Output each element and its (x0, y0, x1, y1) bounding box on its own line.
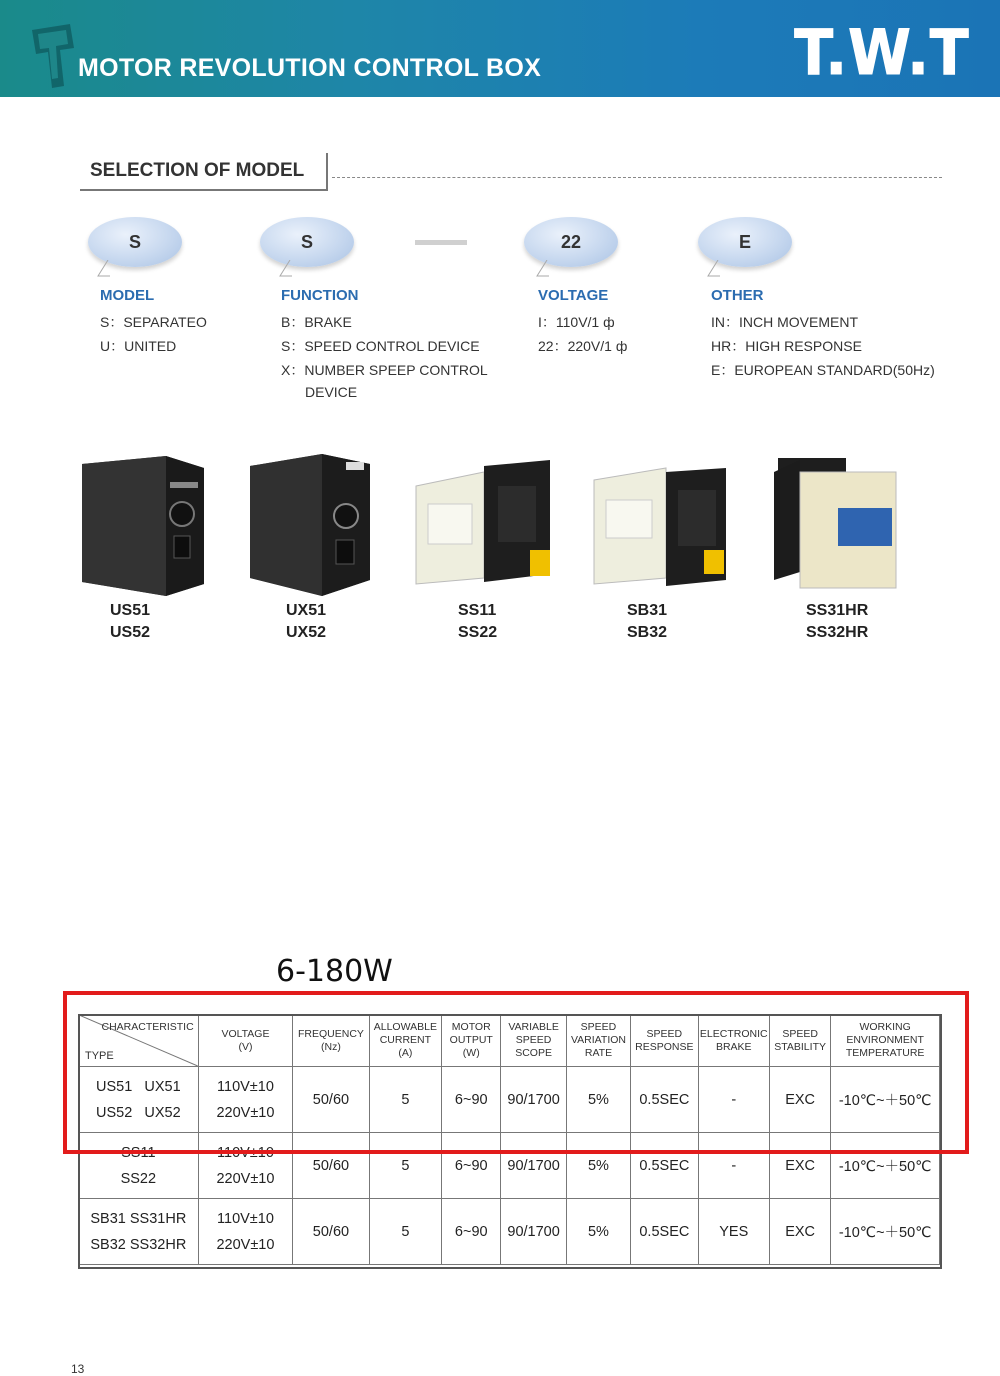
page-title: MOTOR REVOLUTION CONTROL BOX (78, 54, 542, 82)
header-line: SPEED (580, 1021, 617, 1033)
cell-frequency: 50/60 (293, 1133, 369, 1199)
type-line: US51 UX51 (96, 1078, 181, 1095)
function-option-continued: DEVICE (305, 384, 358, 400)
voltage-line: 220V±10 (216, 1236, 275, 1253)
other-column-title: OTHER (711, 287, 764, 304)
cell-output: 6~90 (442, 1133, 501, 1199)
product-image-ux51 (246, 452, 374, 598)
cell-voltage (198, 1067, 293, 1133)
header-line: RESPONSE (635, 1040, 694, 1053)
spec-table (78, 1014, 940, 1265)
product-image-sb31 (592, 460, 730, 598)
bubble-pointer-icon (96, 260, 112, 282)
cell-current: 5 (369, 1199, 441, 1265)
product-model-line: SS22 (458, 624, 498, 641)
cell-scope: 90/1700 (501, 1133, 566, 1199)
product-model-line: US51 (110, 602, 151, 619)
header-line: SCOPE (515, 1047, 552, 1059)
table-row (79, 1067, 940, 1133)
header-line: SPEED (646, 1027, 683, 1040)
cell-variation: 5% (566, 1067, 630, 1133)
col-header-temperature (831, 1015, 940, 1067)
header-line: CURRENT (379, 1034, 432, 1046)
header-line: MOTOR (451, 1021, 491, 1033)
code-bubble-other: E (698, 217, 792, 267)
col-header-variation (566, 1015, 630, 1067)
section-header (80, 153, 328, 191)
cell-stability: EXC (769, 1199, 830, 1265)
product-model-label (286, 600, 326, 644)
header-line: FREQUENCY (297, 1027, 364, 1040)
product-model-line: SS31HR (806, 602, 869, 619)
code-bubble-model: S (88, 217, 182, 267)
header-line: (Nz) (321, 1040, 341, 1053)
cell-scope: 90/1700 (501, 1199, 566, 1265)
header-line: OUTPUT (449, 1034, 493, 1046)
header-line: (V) (238, 1040, 253, 1053)
header-line: ALLOWABLE (373, 1021, 437, 1033)
function-option: B：BRAKE (281, 314, 352, 330)
page-number: 13 (71, 1362, 85, 1376)
col-header-output (442, 1015, 501, 1067)
cell-type (79, 1199, 199, 1265)
bubble-pointer-icon (706, 260, 722, 282)
voltage-line: 220V±10 (216, 1170, 275, 1187)
col-header-current (369, 1015, 441, 1067)
cell-response: 0.5SEC (631, 1199, 698, 1265)
voltage-line: 110V±10 (217, 1078, 274, 1095)
header-line: ELECTRONIC (699, 1027, 768, 1040)
product-image-ss31hr (772, 458, 902, 598)
cell-type (79, 1067, 199, 1133)
cell-frequency: 50/60 (293, 1199, 369, 1265)
other-option: E：EUROPEAN STANDARD(50Hz) (711, 362, 935, 378)
cell-stability: EXC (769, 1067, 830, 1133)
product-model-line: SS11 (458, 602, 497, 619)
product-model-line: US52 (110, 624, 151, 641)
voltage-line: 220V±10 (216, 1104, 275, 1121)
product-image-ss11 (414, 458, 554, 598)
corner-characteristic-label: CHARACTERISTIC (101, 1021, 194, 1033)
header-line: VOLTAGE (221, 1027, 270, 1040)
header-line: BRAKE (715, 1040, 752, 1053)
function-column-title: FUNCTION (281, 287, 359, 304)
header-line: RATE (584, 1047, 613, 1059)
col-header-frequency (293, 1015, 369, 1067)
cell-temperature: -10℃~＋50℃ (831, 1133, 940, 1199)
product-model-line: SB32 (627, 624, 668, 641)
header-line: STABILITY (774, 1040, 826, 1053)
cell-brake: YES (698, 1199, 769, 1265)
header-line: SPEED (782, 1027, 818, 1040)
brand-logo: T.W.T (794, 16, 970, 89)
bubble-pointer-icon (535, 260, 551, 282)
voltage-option: 22：220V/1 ф (538, 338, 628, 354)
product-model-line: UX51 (286, 602, 327, 619)
model-option: U：UNITED (100, 338, 177, 354)
model-option: S：SEPARATEO (100, 314, 207, 330)
cell-temperature: -10℃~＋50℃ (831, 1199, 940, 1265)
col-header-brake (698, 1015, 769, 1067)
corner-type-label: TYPE (85, 1050, 114, 1062)
type-line: US52 UX52 (96, 1104, 181, 1121)
table-corner-cell (79, 1015, 199, 1067)
cell-scope: 90/1700 (501, 1067, 566, 1133)
section-divider (332, 177, 942, 178)
voltage-line: 110V±10 (217, 1144, 274, 1161)
cell-output: 6~90 (442, 1067, 501, 1133)
product-model-label (806, 600, 868, 644)
cell-response: 0.5SEC (631, 1133, 698, 1199)
header-line: SPEED (515, 1034, 552, 1046)
header-line: VARIATION (570, 1034, 626, 1046)
header-line: (W) (462, 1047, 480, 1059)
type-line: SS11 (121, 1144, 156, 1161)
product-model-label (458, 600, 497, 644)
col-header-scope (501, 1015, 566, 1067)
product-model-label (627, 600, 667, 644)
product-model-label (110, 600, 150, 644)
table-header-row (79, 1015, 940, 1067)
cell-type (79, 1133, 199, 1199)
table-row (79, 1133, 940, 1199)
product-model-line: SS32HR (806, 624, 869, 641)
model-column-title: MODEL (100, 287, 155, 304)
section-title: SELECTION OF MODEL (90, 160, 305, 181)
header-line: (A) (398, 1047, 413, 1059)
col-header-stability (769, 1015, 830, 1067)
table-row (79, 1199, 940, 1265)
other-option: IN：INCH MOVEMENT (711, 314, 858, 330)
cell-variation: 5% (566, 1199, 630, 1265)
header-line: VARIABLE (508, 1021, 559, 1033)
type-line: SS22 (120, 1170, 157, 1187)
voltage-option: I：110V/1 ф (538, 314, 615, 330)
cell-voltage (198, 1199, 293, 1265)
col-header-voltage (198, 1015, 293, 1067)
col-header-response (631, 1015, 698, 1067)
product-model-line: SB31 (627, 602, 668, 619)
cell-current: 5 (369, 1133, 441, 1199)
code-separator (415, 240, 467, 245)
code-bubble-function: S (260, 217, 354, 267)
function-option: S：SPEED CONTROL DEVICE (281, 338, 480, 354)
function-option: X：NUMBER SPEEP CONTROL (281, 362, 488, 378)
cell-variation: 5% (566, 1133, 630, 1199)
product-model-line: UX52 (286, 624, 327, 641)
cell-current: 5 (369, 1067, 441, 1133)
bubble-pointer-icon (278, 260, 294, 282)
product-image-us51 (78, 452, 206, 598)
cell-voltage (198, 1133, 293, 1199)
wattage-label: 6-180W (276, 954, 393, 989)
header-line: TEMPERATURE (845, 1047, 925, 1059)
type-line: SB31 SS31HR (90, 1210, 187, 1227)
other-option: HR：HIGH RESPONSE (711, 338, 862, 354)
header-line: ENVIRONMENT (846, 1034, 924, 1046)
cell-frequency: 50/60 (293, 1067, 369, 1133)
header-line: WORKING (859, 1021, 911, 1033)
type-line: SB32 SS32HR (90, 1236, 187, 1253)
header-banner (0, 0, 1000, 97)
cell-brake: - (698, 1133, 769, 1199)
cell-stability: EXC (769, 1133, 830, 1199)
cell-temperature: -10℃~＋50℃ (831, 1067, 940, 1133)
voltage-column-title: VOLTAGE (538, 287, 609, 304)
cell-response: 0.5SEC (631, 1067, 698, 1133)
cell-output: 6~90 (442, 1199, 501, 1265)
code-bubble-voltage: 22 (524, 217, 618, 267)
cell-brake: - (698, 1067, 769, 1133)
voltage-line: 110V±10 (217, 1210, 274, 1227)
